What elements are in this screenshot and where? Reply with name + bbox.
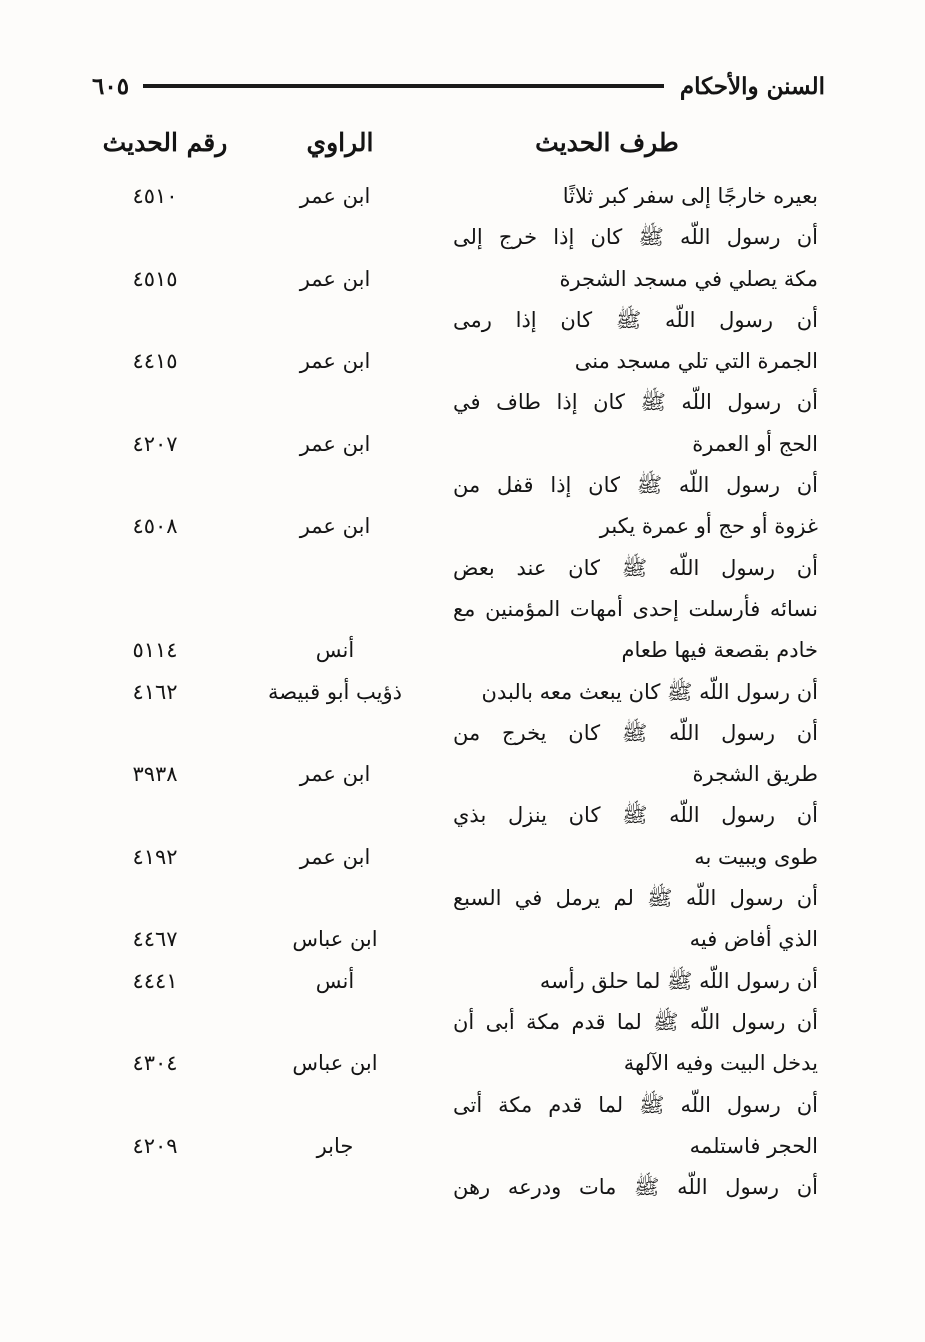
hadith-number: ٤٤٦٧ [132,927,178,952]
hadith-text: خادم بقصعة فيها طعام [621,638,818,663]
hadith-text: الذي أفاض فيه [689,927,818,952]
hadith-text: أن رسول اللّه ﷺ لما قدم مكة أبى أن [453,1009,818,1034]
book-title: السنن والأحكام [679,72,825,100]
table-row [0,630,925,671]
table-row [0,1167,925,1208]
table-row [0,589,925,630]
table-row [0,217,925,258]
narrator: أنس [315,968,355,993]
table-row [0,1043,925,1084]
narrator: جابر [316,1133,354,1158]
header-rule [143,84,664,88]
hadith-text: أن رسول اللّه ﷺ مات ودرعه رهن [453,1175,818,1200]
table-row [0,919,925,960]
narrator: ابن عمر [299,844,371,869]
table-row [0,300,925,341]
column-header-narrator: الراوي [306,128,374,157]
table-row [0,341,925,382]
table-row [0,176,925,217]
hadith-text: أن رسول اللّه ﷺ كان ينزل بذي [453,803,818,828]
table-row [0,382,925,423]
hadith-index-table [0,176,925,1208]
table-row [0,1126,925,1167]
hadith-number: ٤٢٠٧ [132,431,178,456]
table-row [0,878,925,919]
table-row [0,1085,925,1126]
hadith-text: أن رسول اللّه ﷺ كان إذا رمى [453,307,818,332]
narrator: ابن عمر [299,431,371,456]
hadith-text: أن رسول اللّه ﷺ لم يرمل في السبع [453,886,818,911]
hadith-text: يدخل البيت وفيه الآلهة [623,1051,818,1076]
hadith-number: ٤٤١٥ [132,349,178,374]
narrator: ابن عباس [292,927,378,952]
hadith-number: ٣٩٣٨ [132,762,178,787]
table-row [0,506,925,547]
table-row [0,465,925,506]
table-row [0,713,925,754]
table-row [0,1002,925,1043]
hadith-text: طوى ويبيت به [694,844,818,869]
column-header-number: رقم الحديث [102,128,228,157]
hadith-text: أن رسول اللّه ﷺ لما حلق رأسه [539,968,818,993]
hadith-text: طريق الشجرة [692,762,818,787]
table-row [0,672,925,713]
table-row [0,259,925,300]
hadith-text: الجمرة التي تلي مسجد منى [574,349,818,374]
page-number: ٦٠٥ [92,72,130,100]
hadith-number: ٤٣٠٤ [132,1051,178,1076]
hadith-number: ٤٥٠٨ [132,514,178,539]
narrator: ابن عمر [299,514,371,539]
table-row [0,795,925,836]
hadith-text: أن رسول اللّه ﷺ كان يبعث معه بالبدن [481,679,818,704]
table-row [0,424,925,465]
page-header [92,66,825,106]
hadith-number: ٤٢٠٩ [132,1133,178,1158]
hadith-text: الحجر فاستلمه [689,1133,818,1158]
narrator: ابن عمر [299,184,371,208]
table-row [0,961,925,1002]
table-row [0,548,925,589]
hadith-text: أن رسول اللّه ﷺ لما قدم مكة أتى [453,1092,818,1117]
hadith-text: أن رسول اللّه ﷺ كان يخرج من [453,720,818,745]
hadith-text: أن رسول اللّه ﷺ كان عند بعض [453,555,818,580]
table-row [0,837,925,878]
hadith-text: أن رسول اللّه ﷺ كان إذا خرج إلى [453,225,818,250]
narrator: أنس [315,638,355,663]
hadith-text: أن رسول اللّه ﷺ كان إذا قفل من [453,473,818,498]
hadith-number: ٤٥١٥ [132,266,178,291]
hadith-text: بعيره خارجًا إلى سفر كبر ثلاثًا [562,184,818,208]
hadith-number: ٥١١٤ [132,638,178,663]
hadith-text: نسائه فأرسلت إحدى أمهات المؤمنين مع [453,596,818,621]
column-header-text: طرف الحديث [535,128,679,157]
hadith-number: ٤٤٤١ [132,968,178,993]
hadith-number: ٤٥١٠ [132,184,178,208]
hadith-number: ٤١٦٢ [132,679,178,704]
table-row [0,754,925,795]
narrator: ابن عباس [292,1051,378,1076]
narrator: ذؤيب أبو قبيصة [267,679,403,704]
hadith-text: الحج أو العمرة [692,431,818,456]
hadith-text: أن رسول اللّه ﷺ كان إذا طاف في [453,390,818,415]
narrator: ابن عمر [299,349,371,374]
hadith-text: مكة يصلي في مسجد الشجرة [559,266,818,291]
hadith-number: ٤١٩٢ [132,844,178,869]
hadith-text: غزوة أو حج أو عمرة يكبر [599,514,818,539]
narrator: ابن عمر [299,266,371,291]
narrator: ابن عمر [299,762,371,787]
